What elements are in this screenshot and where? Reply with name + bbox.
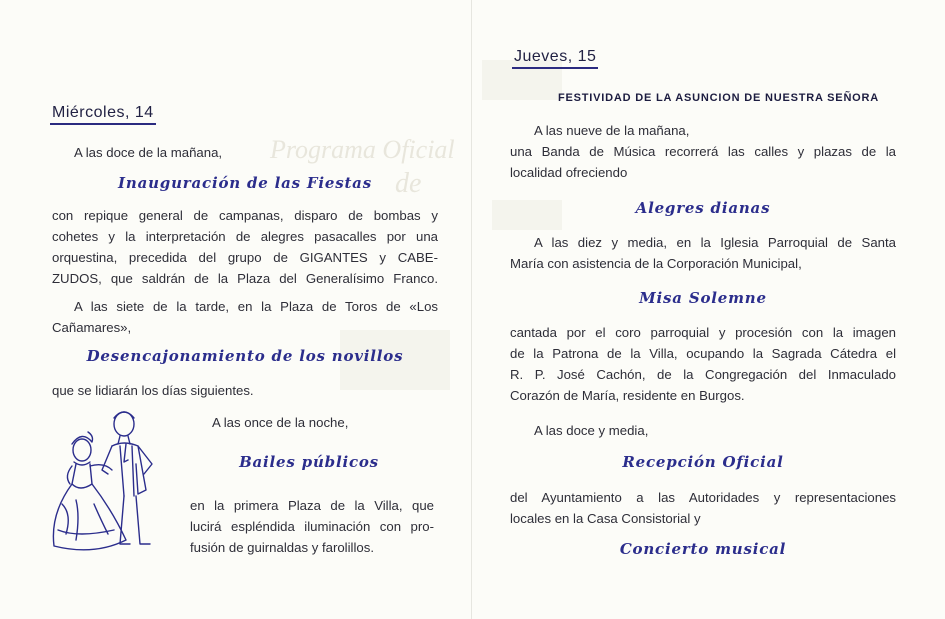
text-line: locales en la Casa Consistorial y	[510, 511, 701, 526]
text-line: cantada por el coro parroquial y procesión con la imagen	[510, 325, 896, 340]
text-line: cohetes y la interpretación de alegres pasacalles por una	[52, 229, 438, 244]
text-line: Corazón de María, residente en Burgos.	[510, 388, 745, 403]
left-page	[0, 0, 472, 619]
heading-dianas: Alegres dianas	[635, 199, 771, 217]
text-line: localidad ofreciendo	[510, 165, 628, 180]
paragraph-church	[510, 232, 896, 274]
heading-desencajonamiento: Desencajonamiento de los novillos	[86, 347, 404, 365]
paragraph-night: A las once de la noche,	[212, 415, 349, 430]
text-line: lucirá espléndida iluminación con pro-	[190, 519, 434, 534]
festivity-heading: FESTIVIDAD DE LA ASUNCION DE NUESTRA SEÑORA	[558, 92, 880, 104]
heading-concierto: Concierto musical	[619, 540, 787, 558]
day-heading-thursday: Jueves, 15	[512, 48, 598, 69]
heading-bailes: Bailes públicos	[239, 453, 379, 471]
text-line: María con asistencia de la Corporación Municipal,	[510, 256, 802, 271]
paragraph-plaza	[190, 495, 434, 558]
text-line: con repique general de campanas, disparo de bombas y	[52, 208, 438, 223]
text-line: de la Patrona de la Villa, ocupando la Sagrada Cátedra el	[510, 346, 896, 361]
text-line: una Banda de Música recorrerá las calles y plazas de la	[510, 144, 896, 159]
show-through-text: Programa Oficial	[270, 135, 455, 164]
paragraph-inauguration	[52, 205, 438, 289]
text-line: orquestina, precedida del grupo de GIGANTES y CABE-	[52, 250, 438, 265]
right-page	[472, 0, 945, 619]
day-heading-wednesday: Miércoles, 14	[50, 104, 156, 125]
text-line: Cañamares»,	[52, 320, 132, 335]
paragraph-noon: A las doce de la mañana,	[74, 145, 223, 160]
paragraph-bulls: que se lidiarán los días siguientes.	[52, 383, 254, 398]
text-line: R. P. José Cachón, de la Congregación del Inmaculado	[510, 367, 896, 382]
text-line: A las diez y media, en la Iglesia Parroquial de Santa	[534, 235, 896, 250]
text-line: A las nueve de la mañana,	[534, 123, 690, 138]
paragraph-bullring	[52, 296, 438, 338]
text-line: en la primera Plaza de la Villa, que	[190, 498, 434, 513]
heading-inauguration: Inauguración de las Fiestas	[118, 174, 372, 192]
dancing-couple-illustration	[42, 404, 170, 556]
text-line: ZUDOS, que saldrán de la Plaza del Generalísimo Franco.	[52, 271, 438, 286]
text-line: fusión de guirnaldas y farolillos.	[190, 540, 374, 555]
text-line: del Ayuntamiento a las Autoridades y representaciones	[510, 490, 896, 505]
paragraph-reception	[510, 487, 896, 529]
show-through-text-2: de	[395, 168, 422, 199]
paragraph-mass	[510, 322, 896, 406]
paragraph-half-past-twelve: A las doce y media,	[534, 423, 649, 438]
paragraph-band	[510, 141, 896, 183]
heading-recepcion: Recepción Oficial	[622, 453, 784, 471]
heading-misa: Misa Solemne	[639, 289, 767, 307]
text-line: A las siete de la tarde, en la Plaza de Toros de «Los	[74, 299, 438, 314]
